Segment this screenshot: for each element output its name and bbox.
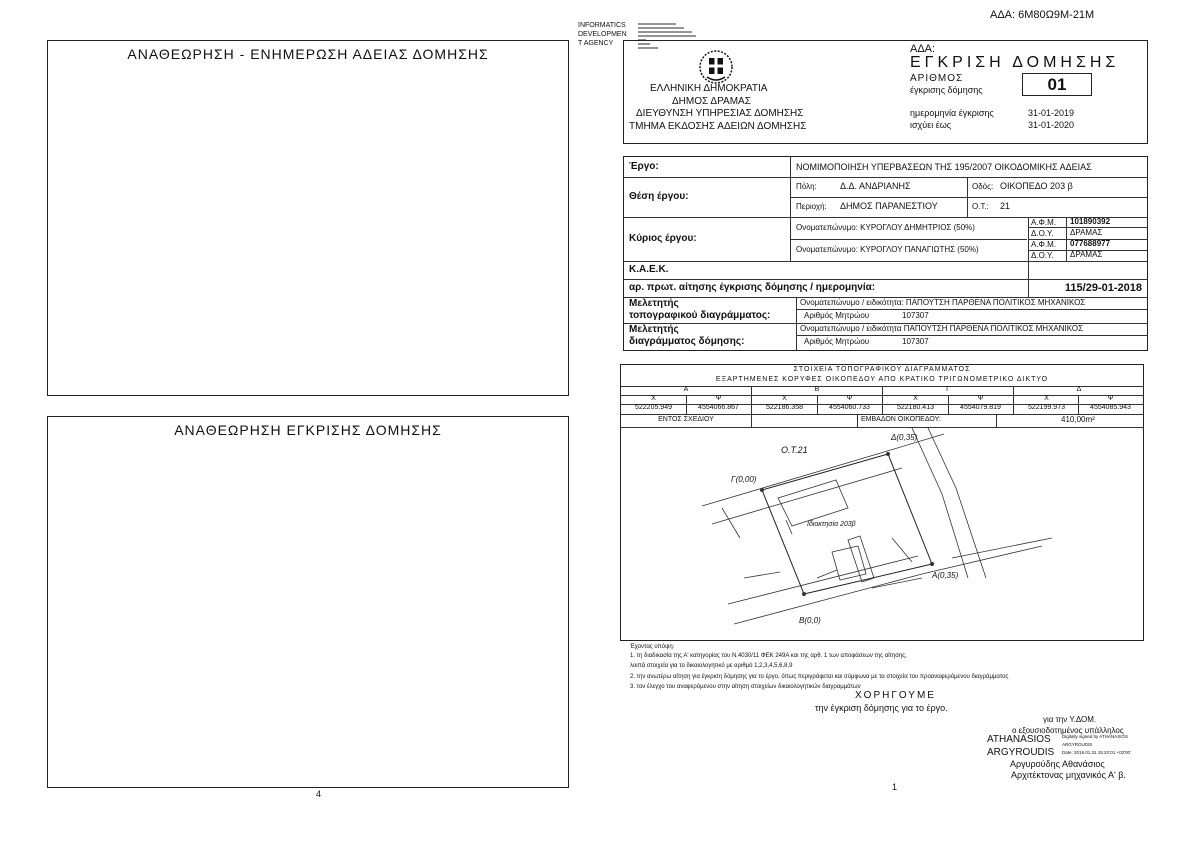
doy-label-1: Δ.Ο.Υ.	[1031, 229, 1054, 238]
build-reg-label: Αριθμός Μητρώου	[804, 337, 870, 346]
signature-for: για την Υ.ΔΟΜ.	[1043, 715, 1097, 724]
vertex-g-x: 522180.413	[897, 404, 934, 411]
signature-digital-name1: ATHANASIOS	[987, 734, 1051, 745]
topographic-box	[620, 364, 1144, 641]
vertex-d-name: Δ	[1076, 386, 1082, 393]
vertex-b-x: 522186.358	[766, 404, 803, 411]
revision-approval-box	[47, 416, 569, 788]
authority-line3: ΔΙΕΥΘΥΝΣΗ ΥΠΗΡΕΣΙΑΣ ΔΟΜΗΣΗΣ	[636, 108, 804, 119]
permit-title: ΕΓΚΡΙΣΗ ΔΟΜΗΣΗΣ	[910, 54, 1120, 71]
area-label: ΕΜΒΑΔΟΝ ΟΙΚΟΠΕΔΟΥ:	[861, 416, 941, 423]
block-value: 21	[1000, 201, 1011, 211]
revision-update-box	[47, 40, 569, 396]
revision-approval-title: ΑΝΑΘΕΩΡΗΣΗ ΕΓΚΡΙΣΗΣ ΔΟΜΗΣΗΣ	[174, 422, 442, 438]
owner-label: Κύριος έργου:	[629, 233, 697, 244]
authority-line2: ΔΗΜΟΣ ΔΡΑΜΑΣ	[672, 96, 751, 107]
project-table	[623, 156, 1148, 351]
doy-2: ΔΡΑΜΑΣ	[1070, 250, 1103, 259]
topo-reg-label: Αριθμός Μητρώου	[804, 311, 870, 320]
vertex-a-name: Α	[683, 386, 689, 393]
signature-note1: Digitally signed by ATHANASIOS	[1062, 734, 1128, 739]
y-label-d: Ψ	[1107, 395, 1114, 402]
vertex-d-label: Δ(0,35)	[891, 433, 918, 442]
work-value: ΝΟΜΙΜΟΠΟΙΗΣΗ ΥΠΕΡΒΑΣΕΩΝ ΤΗΣ 195/2007 ΟΙΚΟΔΟΜΙΚΗΣ ΑΔΕΙΑΣ	[796, 162, 1092, 172]
vertex-a-x: 522205.949	[635, 404, 672, 411]
stamp-line2: DEVELOPMEN	[578, 31, 627, 38]
street-label: Οδός:	[972, 182, 994, 191]
vertex-g-name: Γ	[946, 386, 950, 393]
right-page-number: 1	[892, 782, 898, 792]
x-label-d: X	[1044, 395, 1049, 402]
owner-1: Ονοματεπώνυμο: ΚΥΡΟΓΛΟΥ ΔΗΜΗΤΡΙΟΣ (50%)	[796, 223, 975, 232]
afm-label-2: Α.Φ.Μ.	[1031, 240, 1057, 249]
build-designer-label: Μελετητής	[629, 324, 679, 335]
street-value: ΟΙΚΟΠΕΔΟ 203 β	[1000, 181, 1073, 191]
plot-label: Ιδιοκτησία 203β	[807, 521, 856, 528]
permit-number: 01	[1022, 73, 1092, 96]
vertex-a-y: 4554066.867	[698, 404, 739, 411]
city-label: Πόλη:	[796, 182, 817, 191]
ada-label: ΑΔΑ:	[910, 43, 936, 55]
vertex-b-y: 4554060.733	[829, 404, 870, 411]
block-label: Ο.Τ.:	[972, 202, 989, 211]
afm-label-1: Α.Φ.Μ.	[1031, 218, 1057, 227]
vertex-g-y: 4554079.819	[960, 404, 1001, 411]
authority-line4: ΤΜΗΜΑ ΕΚΔΟΣΗΣ ΑΔΕΙΩΝ ΔΟΜΗΣΗΣ	[629, 121, 807, 132]
grant-subtitle: την έγκριση δόμησης για το έργο.	[815, 703, 948, 713]
x-label-b: X	[782, 395, 787, 402]
y-label-g: Ψ	[977, 395, 984, 402]
topo-surveyor-label: Μελετητής	[629, 298, 679, 309]
left-page-number: 4	[316, 789, 322, 799]
doy-1: ΔΡΑΜΑΣ	[1070, 228, 1103, 237]
revision-update-title: ΑΝΑΘΕΩΡΗΣΗ - ΕΝΗΜΕΡΩΣΗ ΑΔΕΙΑΣ ΔΟΜΗΣΗΣ	[127, 46, 489, 62]
approval-date: 31-01-2019	[1028, 108, 1075, 118]
area-value: 410,00m²	[1061, 415, 1095, 424]
site-plan-drawing	[622, 428, 1142, 640]
signature-note2: ARGYROUDIS	[1062, 742, 1093, 747]
greek-emblem-icon	[698, 49, 734, 85]
note-1b: λοιπά στοιχεία για το δικαιολογητικό με αριθμό 1,2,3,4,5,6,8,9	[630, 663, 793, 669]
topo-reg: 107307	[902, 311, 929, 320]
owner-2: Ονοματεπώνυμο: ΚΥΡΟΓΛΟΥ ΠΑΝΑΓΙΩΤΗΣ (50%)	[796, 245, 979, 254]
number-sublabel: έγκρισης δόμησης	[910, 85, 983, 95]
approval-date-label: ημερομηνία έγκρισης	[910, 108, 994, 118]
vertex-d-y: 4554085.943	[1090, 404, 1131, 411]
topo-heading2: ΕΞΑΡΤΗΜΕΝΕΣ ΚΟΡΥΦΕΣ ΟΙΚΟΠΕΔΟΥ ΑΠΟ ΚΡΑΤΙΚΟ ΤΡΙΓΩΝΟΜΕΤΡΙΚΟ ΔΙΚΤΥΟ	[715, 376, 1049, 383]
work-label: Έργο:	[629, 161, 659, 172]
block-label-drawing: Ο.Τ.21	[781, 445, 808, 455]
inside-plan: ΕΝΤΟΣ ΣΧΕΔΙΟΥ	[658, 416, 714, 423]
number-label: ΑΡΙΘΜΟΣ	[910, 73, 964, 84]
signature-digital-name2: ARGYROUDIS	[987, 747, 1055, 758]
topo-heading1: ΣΤΟΙΧΕΙΑ ΤΟΠΟΓΡΑΦΙΚΟΥ ΔΙΑΓΡΑΜΜΑΤΟΣ	[793, 366, 971, 373]
permit-header-box	[623, 40, 1148, 144]
vertex-b-label: Β(0,0)	[799, 616, 821, 625]
vertex-b-name: Β	[814, 386, 820, 393]
stamp-line3: T AGENCY	[578, 40, 614, 47]
y-label-b: Ψ	[846, 395, 853, 402]
ada-top: ΑΔΑ: 6Μ80Ω9Μ-21Μ	[990, 9, 1095, 21]
signature-authorized: ο εξουσιοδοτημένος υπάλληλος	[1012, 726, 1124, 735]
doy-label-2: Δ.Ο.Υ.	[1031, 251, 1054, 260]
vertex-a-label: Α(0,35)	[932, 571, 959, 580]
signature-title: Αρχιτέκτονας μηχανικός Α' β.	[1011, 770, 1126, 780]
signature-note3: Date: 2019.01.31 15:20:01 +02'00'	[1062, 750, 1131, 755]
authority-line1: ΕΛΛΗΝΙΚΗ ΔΗΜΟΚΡΑΤΙΑ	[650, 83, 768, 94]
protocol-value: 115/29-01-2018	[1064, 282, 1142, 294]
valid-until: 31-01-2020	[1028, 120, 1075, 130]
topo-surveyor-name: Ονοματεπώνυμο / ειδικότητα: ΠΑΠΟΥΤΣΗ ΠΑΡΘΕΝΑ ΠΟΛΙΤΙΚΟΣ ΜΗΧΑΝΙΚΟΣ	[800, 298, 1086, 307]
vertex-d-x: 522199.973	[1028, 404, 1065, 411]
build-designer-name: Ονοματεπώνυμο / ειδικότητα ΠΑΠΟΥΤΣΗ ΠΑΡΘΕΝΑ ΠΟΛΙΤΙΚΟΣ ΜΗΧΑΝΙΚΟΣ	[800, 324, 1084, 333]
region-value: ΔΗΜΟΣ ΠΑΡΑΝΕΣΤΙΟΥ	[840, 201, 938, 211]
city-value: Δ.Δ. ΑΝΔΡΙΑΝΗΣ	[840, 181, 911, 191]
vertex-g-label: Γ(0,00)	[731, 475, 757, 484]
y-label-a: Ψ	[715, 395, 722, 402]
protocol-label: αρ. πρωτ. αίτησης έγκρισης δόμησης / ημερομηνία:	[629, 282, 876, 293]
valid-until-label: ισχύει έως	[910, 120, 952, 130]
afm-1: 101890392	[1070, 217, 1111, 226]
kaek-label: Κ.Α.Ε.Κ.	[629, 264, 669, 275]
stamp-line1: INFORMATICS	[578, 22, 626, 29]
x-label-g: X	[913, 395, 918, 402]
note-3: 3. τον έλεγχο του αναφερόμενου στην αίτηση στοιχείων δικαιολογητικών διαγραμμάτων	[630, 684, 861, 690]
build-designer-label2: διαγράμματος δόμησης:	[629, 336, 745, 347]
region-label: Περιοχή:	[796, 202, 827, 211]
note-1: 1. τη διαδικασία της Α' κατηγορίας του Ν.4030/11 ΦΕΚ 249Α και της αρθ. 1 των αποφάσεων της αίτησης,	[630, 653, 907, 659]
build-reg: 107307	[902, 337, 929, 346]
topo-surveyor-label2: τοπογραφικού διαγράμματος:	[629, 310, 771, 321]
notes-heading: Έχοντας υπόψη:	[630, 644, 675, 650]
afm-2: 077688977	[1070, 239, 1111, 248]
grant-heading: ΧΟΡΗΓΟΥΜΕ	[855, 690, 936, 701]
x-label-a: X	[651, 395, 656, 402]
signature-name: Αργυρούδης Αθανάσιος	[1010, 759, 1105, 769]
note-2: 2. την ανωτέρω αίτηση για έγκριση δόμησης για το έργο, όπως περιγράφεται και σύμφωνα με τα στοιχεία του προαναφερόμενου διαγράμματος	[630, 674, 1009, 680]
location-label: Θέση έργου:	[629, 191, 689, 202]
